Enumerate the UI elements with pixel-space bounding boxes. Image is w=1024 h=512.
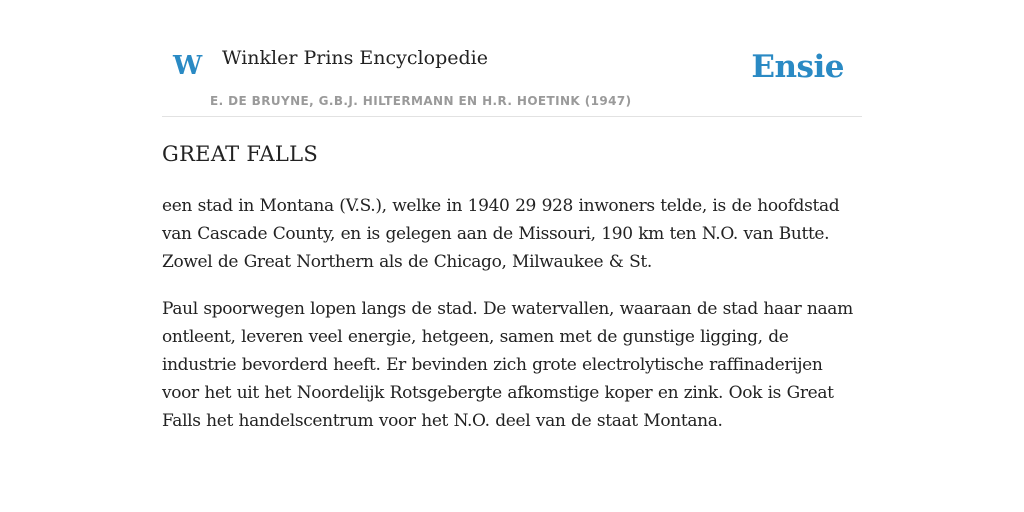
article-page: [162, 0, 862, 431]
source-header: [162, 0, 862, 117]
source-logo[interactable]: W: [173, 51, 203, 81]
entry-body: [162, 192, 862, 454]
source-authors: E. DE BRUYNE, G.B.J. HILTERMANN EN H.R. HOETINK (1947): [210, 94, 632, 108]
entry-paragraph: een stad in Montana (V.S.), welke in 1940 29 928 inwoners telde, is de hoofdstad van Cascade County, en is gelegen aan de Missouri, 190 km ten N.O. van Butte. Zowel de Great Northern als de Chicago, Milwaukee & St.: [162, 196, 840, 272]
brand-logo[interactable]: Ensie: [751, 49, 844, 85]
source-title[interactable]: Winkler Prins Encyclopedie: [222, 47, 488, 69]
entry-paragraph: Paul spoorwegen lopen langs de stad. De watervallen, waaraan de stad haar naam ontleent, leveren veel energie, hetgeen, samen met de gunstige ligging, de industrie bevorderd heeft. Er bevinden zich grote electrolytische raffinaderijen voor het uit het Noordelijk Rotsgebergte afkomstige koper en zink. Ook is Great Falls het handelscentrum voor het N.O. deel van de staat Montana.: [162, 299, 853, 431]
entry-title: GREAT FALLS: [162, 142, 319, 166]
